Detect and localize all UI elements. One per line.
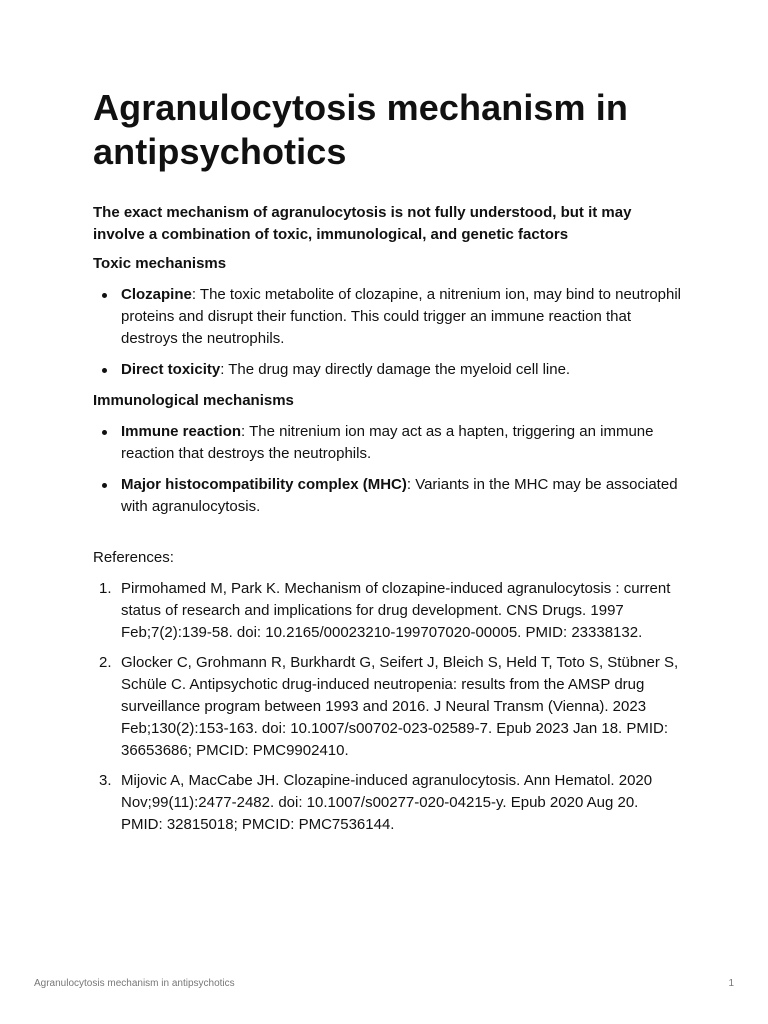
document-page — [93, 86, 683, 844]
reference-text: Pirmohamed M, Park K. Mechanism of clozapine-induced agranulocytosis : current status of research and implications for drug development. CNS Drugs. 1997 Feb;7(2):139-58. doi: 10.2165/00023210-199707020-00005. PMID: 23338132. — [121, 580, 671, 641]
reference-item — [93, 770, 683, 836]
reference-number: 3. — [99, 772, 112, 789]
references-label: References: — [93, 549, 174, 566]
reference-item — [93, 652, 683, 762]
intro-paragraph: The exact mechanism of agranulocytosis is not fully understood, but it may involve a combination of toxic, immunological, and genetic factors — [93, 204, 632, 243]
list-item — [93, 421, 683, 465]
section-heading: Immunological mechanisms — [93, 392, 294, 409]
reference-text: Mijovic A, MacCabe JH. Clozapine-induced agranulocytosis. Ann Hematol. 2020 Nov;99(11):2477-2482. doi: 10.1007/s00277-020-04215-y. Epub 2020 Aug 20. PMID: 32815018; PMCID: PMC7536144. — [121, 772, 653, 833]
section-heading: Toxic mechanisms — [93, 255, 227, 272]
bullet-list — [93, 421, 683, 518]
section-immunological — [93, 390, 683, 518]
reference-number: 2. — [99, 654, 112, 671]
list-item-text: : The nitrenium ion may act as a hapten, triggering an immune reaction that destroys the neutrophils. — [121, 423, 654, 462]
reference-item — [93, 578, 683, 644]
list-item — [93, 474, 683, 518]
list-item — [93, 284, 683, 350]
list-item-term: Immune reaction — [121, 423, 242, 440]
bullet-icon — [102, 368, 107, 373]
bullet-icon — [102, 430, 107, 435]
page-title: Agranulocytosis mechanism in antipsychotics — [93, 87, 628, 172]
list-item-term: Direct toxicity — [121, 361, 221, 378]
bullet-icon — [102, 293, 107, 298]
page-footer — [34, 977, 734, 991]
list-item-text: : The drug may directly damage the myeloid cell line. — [220, 361, 571, 378]
references-list — [93, 578, 683, 836]
reference-number: 1. — [99, 580, 112, 597]
list-item-term: Clozapine — [121, 286, 192, 303]
footer-title: Agranulocytosis mechanism in antipsychotics — [34, 978, 235, 989]
list-item-text: : Variants in the MHC may be associated with agranulocytosis. — [121, 476, 678, 515]
reference-text: Glocker C, Grohmann R, Burkhardt G, Seifert J, Bleich S, Held T, Toto S, Stübner S, Schüle C. Antipsychotic drug-induced neutropenia: results from the AMSP drug surveillance program between 1993 and 2016. J Neural Transm (Vienna). 2023 Feb;130(2):153-163. doi: 10.1007/s00702-023-02589-7. Epub 2023 Jan 18. PMID: 36653686; PMCID: PMC9902410. — [121, 654, 679, 759]
bullet-icon — [102, 483, 107, 488]
page-number: 1 — [728, 978, 734, 989]
list-item-term: Major histocompatibility complex (MHC) — [121, 476, 407, 493]
section-toxic — [93, 253, 683, 381]
list-item — [93, 359, 683, 381]
bullet-list — [93, 284, 683, 381]
list-item-text: : The toxic metabolite of clozapine, a nitrenium ion, may bind to neutrophil proteins and disrupt their function. This could trigger an immune reaction that destroys the neutrophils. — [121, 286, 682, 347]
